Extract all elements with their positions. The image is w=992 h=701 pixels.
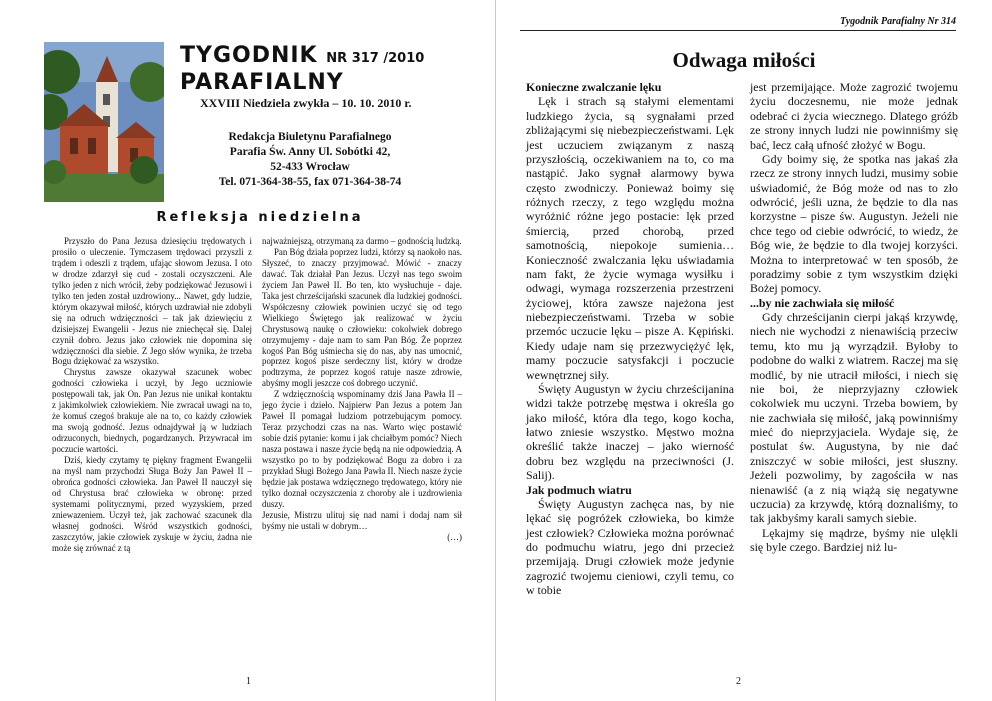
masthead-title-line2: PARAFIALNY: [180, 70, 344, 95]
masthead-title: [180, 44, 424, 95]
paragraph: Gdy chrześcijanin cierpi jakąś krzywdę, niech nie wychodzi z nienawiścią przeciw temu, kto mu ją wyrządził. Byłoby to podobne do walki z wiatrem. Raczej ma się modlić, by nie utracił miłości, i niech się nie boi, że nieprzyjazny człowiek cokolwiek mu uczyni. Trzeba bowiem, by nie zachwiała się miłość, jaką powinniśmy mieć do nieprzyjaciela. Wydaje się, że postulat św. Augustyna, by nie dać zniszczyć w sobie miłości, jest słuszny. Jeżeli pozwolimy, by zagościła w nas nienawiść (a z nią wiążą się negatywne uczucia) za krzywdę, którą doznaliśmy, to tak jakbyśmy karali samych siebie.: [750, 310, 958, 526]
address-line: Tel. 071-364-38-55, fax 071-364-38-74: [218, 176, 402, 188]
prayer: Jezusie, Mistrzu ulituj się nad nami i dodaj nam sił byśmy nie ustali w dobrym…: [262, 509, 462, 531]
reflection-right-column: [262, 236, 462, 543]
article-title: Odwaga miłości: [672, 48, 816, 72]
address-line: Parafia Św. Anny Ul. Sobótki 42,: [229, 146, 391, 158]
header-rule: [520, 30, 956, 31]
church-photo: [44, 42, 164, 202]
address-line: Redakcja Biuletynu Parafialnego: [228, 131, 392, 143]
paragraph: Gdy boimy się, że spotka nas jakaś zła rzecz ze strony innych ludzi, musimy sobie uświadomić, że Bóg może od nas to zło odwrócić, jeśli uzna, że będzie to dla nas korzystne – pisze św. Augustyn. Jeżeli nie chce tego od ciebie odwrócić, to wiedz, że Bóg wie, że będzie to dla twojej korzyści. Można to interpretować w ten sposób, że poradzimy sobie z tym wszystkim dzięki Bożej pomocy.: [750, 151, 958, 296]
subheading: ...by nie zachwiała się miłość: [750, 295, 895, 310]
issue-number: NR 317 /2010: [326, 51, 425, 66]
paragraph: Lękajmy się mądrze, byśmy nie ulękli się byle czego. Bardziej niż lu-: [750, 525, 958, 554]
issue-date: XXVIII Niedziela zwykła – 10. 10. 2010 r.: [200, 96, 412, 110]
paragraph: Z wdzięcznością wspominamy dziś Jana Pawła II – jego życie i dzieło. Najpierw Pan Jezus a potem Jan Paweł II pomagał ludziom potrzebującym pomocy. Teraz przychodzi czas na nas. Warto więc postawić sobie dziś pytanie: komu i jak chciałbym pomóc? Niech nasza postawa i nasze życie będą na nie odpowiedzią. A wszystko po to by podziękować Bogu za dobro i za przykład Sługi Bożego Jana Pawła II. Niech nasze życie będzie jak postawa wdzięcznego trędowatego, który nie tylko doznał oczyszczenia z choroby ale i uzdrowienia duszy.: [262, 389, 462, 509]
page-number: 2: [736, 676, 741, 687]
paragraph: jest przemijające. Może zagrozić twojemu życiu doczesnemu, nie może jednak odebrać ci życia wiecznego. Dlatego gróźb ze strony innych ludzi nie powinniśmy się bać, lecz całą ufność złożyć w Bogu.: [750, 80, 958, 152]
article-right-column: [750, 80, 958, 554]
paragraph: Święty Augustyn zachęca nas, by nie lękać się pogróżek człowieka, bo kimże jest człowiek? Człowieka można porównać do podmuchu wiatru, jego dni przecież przemijają. Drugi człowiek może jedynie zagrozić twojemu cieniowi, czyli temu, co w tobie: [526, 496, 734, 598]
prayer-ellipsis: (…): [447, 531, 462, 542]
masthead-title-line1: TYGODNIK: [180, 43, 318, 68]
paragraph: Przyszło do Pana Jezusa dziesięciu trędowatych i prosiło o uleczenie. Tymczasem trędowaci przyszli z trądem i odeszli z trądem, ufając słowom Jezusa. I oto w drodze zdarzył się cud - zostali oczyszczeni. Ale tylko jeden z nich wrócił, żeby podziękować Jezusowi i tylko ten jeden został uzdrowiony... Nawet, gdy ludzie, którym okazywał miłość, których uzdrawiał nie zdobyli się na odruch wdzięczności – tak jak dziewięciu z dzisiejszej Ewangelii - Jezus nie zniechęcał się. Dalej czynił dobro. Jezus jako człowiek nie dopomina się wdzięczności dla siebie. Z Jego słów wynika, że trzeba Bogu dziękować za wszystko.: [52, 236, 252, 367]
paragraph: Dziś, kiedy czytamy tę piękny fragment Ewangelii na myśl nam przychodzi Sługa Boży Jan Paweł II – obrońca godności człowieka. Jan Paweł II nauczył się od Chrystusa brać człowieka w obronę: przed systemami politycznymi, przed wyzyskiem, przed zniewazeniem. Uczył też, jak zachować szacunek dla własnej godności. Wśród wszystkich godności, zaszczytów, jakie człowiek zyskuje w życiu, żadna nie może się zrównać z tą: [52, 455, 252, 553]
paragraph: Chrystus zawsze okazywał szacunek wobec godności człowieka i uczył, by Jego uczniowie postępowali tak, jak On. Pan Jezus nie unikał kontaktu z jakimkolwiek człowiekiem. Nie zwracał uwagi na to, że komuś czegoś brakuje ale na to, co każdy człowiek ma swoją godność. Jezus odnajdywał ją w ludziach odrzuconych, biednych, pogardzanych. Przywracał im poczucie wartości.: [52, 367, 252, 455]
article-left-column: [526, 80, 734, 598]
subheading: Jak podmuch wiatru: [526, 482, 632, 497]
subheading: Konieczne zwalczanie lęku: [526, 80, 662, 94]
paragraph: Pan Bóg działa poprzez ludzi, którzy są naokoło nas. Słyszeć, to znaczy przyjmować. Mówić - znaczy dawać. Tak działał Pan Jezus. Uczył nas tego swoim życiem Jan Paweł II. Bo ten, kto wysłuchuje - daje. Taka jest chrześcijański szacunek dla ludzkiej godności. Współczesny człowiek powinien uczyć się od tego Wielkiego Świętego jak realizować w życiu Chrystusową naukę o człowieku: cokolwiek dobrego otrzymujemy - daje nam to sam Pan Bóg. Że poprzez kogoś Pan Bóg uśmiecha się do nas, aby nas umocnić, poprzez kogoś pisze serdeczny list, który w drodze podtrzyma, że poprzez kogoś ratuje nasze zdrowie, abyśmy mogli jeszcze coś dobrego uczynić.: [262, 246, 462, 389]
paragraph: Święty Augustyn w życiu chrześcijanina widzi także potrzebę męstwa i określa go jako miłość, która dla tego, kogo kocha, łatwo zniesie wszystko. Męstwo można określić także inaczej – jako wierność dobru bez względu na przeciwności (J. Salij).: [526, 381, 734, 483]
page-2: [496, 0, 992, 701]
church-illustration: [44, 42, 164, 202]
paragraph: Lęk i strach są stałymi elementami ludzkiego życia, są sygnałami przed zbliżającymi się niebezpieczeństwami. Lęk jest uczuciem związanym z naszą przyszłością, oczekiwaniem na to, co ma nastąpić. Jako sygnał alarmowy bywa często zwodniczy. Ponieważ boimy się różnych rzeczy, z tego względu można wyróżnić różne jego postacie: lęk przed śmiercią, przed chorobą, przed samotnością, niepokoje sumienia… Konieczność zwalczania lęku uświadamia nam fakt, że życie wymaga wysiłku i odwagi, wymaga rozszerzenia przestrzeni życiowej, która zawsze najeżona jest niebezpieczeństwami. Trzeba w sobie przemóc uczucie lęku – pisze A. Kępiński. Kiedy udaje nam się przezwyciężyć lęk, mamy poczucie satysfakcji i poczucie wewnętrznej siły.: [526, 94, 734, 382]
reflection-left-column: [52, 236, 252, 554]
section-heading: Refleksja niedzielna: [156, 210, 364, 225]
address-line: 52-433 Wrocław: [270, 161, 350, 173]
editorial-address: [180, 130, 440, 190]
paragraph: najważniejszą, otrzymaną za darmo – godnością ludzką.: [262, 236, 462, 246]
running-header: Tygodnik Parafialny Nr 314: [839, 16, 956, 27]
page-number: 1: [246, 676, 251, 687]
